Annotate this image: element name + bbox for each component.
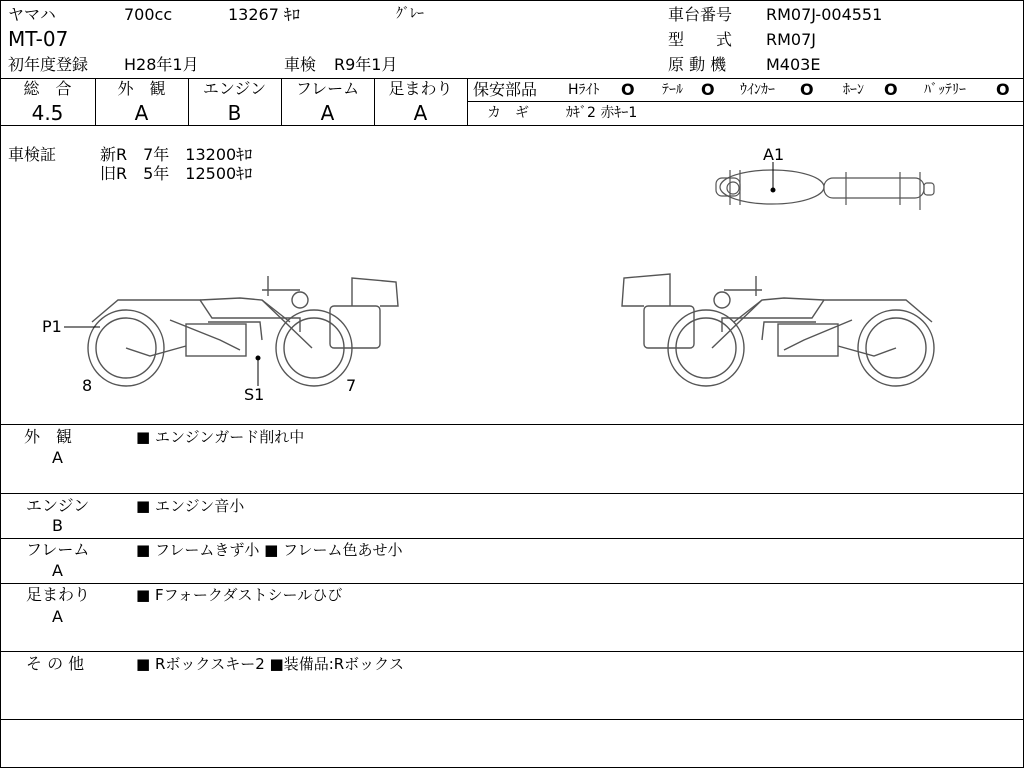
grade-engine-value: B — [227, 101, 242, 125]
frame-no-value: RM07J-004551 — [766, 5, 883, 24]
grade-exterior-value: A — [134, 101, 149, 125]
safety-mark-winker: O — [800, 80, 814, 99]
divider — [0, 424, 1024, 425]
type-label: 型 式 — [668, 30, 733, 49]
grade-engine-label: エンジン — [202, 79, 267, 98]
grade-overall-value: 4.5 — [31, 101, 64, 125]
divider — [0, 538, 1024, 539]
grade-suspension-label: 足まわり — [388, 79, 453, 98]
key-label: カ ギ — [487, 105, 529, 121]
section-grade: A — [52, 448, 63, 467]
bike-left-view — [88, 276, 398, 386]
marker-p1: P1 — [42, 317, 62, 336]
safety-item-headlight: Hﾗｲﾄ — [568, 82, 600, 98]
safety-mark-headlight: O — [621, 80, 635, 99]
section-notes: ■ Fフォークダストシールひび — [136, 586, 343, 604]
section-title: エンジン — [26, 496, 90, 515]
displacement: 700cc — [124, 5, 173, 24]
grade-overall-label: 総 合 — [23, 79, 72, 98]
section-notes: ■ フレームきず小 ■ フレーム色あせ小 — [136, 541, 403, 559]
reg-doc-new: 新R 7年 13200ｷﾛ — [100, 145, 253, 164]
divider — [0, 651, 1024, 652]
grade-frame-label: フレーム — [295, 79, 360, 98]
section-grade: A — [52, 561, 63, 580]
section-notes: ■ エンジン音小 — [136, 497, 245, 515]
section-title: そ の 他 — [26, 654, 85, 673]
body-color: ｸﾞﾚｰ — [396, 6, 424, 22]
first-reg-label: 初年度登録 — [8, 55, 89, 74]
section-title: フレーム — [26, 540, 90, 559]
section-notes: ■ エンジンガード削れ中 — [136, 428, 305, 446]
marker-a1: A1 — [763, 145, 785, 164]
inspection-label: 車検 — [284, 55, 317, 74]
model-name: MT-07 — [8, 27, 69, 51]
section-title: 外 観 — [24, 427, 73, 446]
safety-item-tail: ﾃｰﾙ — [662, 82, 683, 98]
marker-lines — [64, 162, 775, 386]
grade-suspension-value: A — [413, 101, 428, 125]
bike-top-view — [716, 170, 934, 210]
divider — [0, 583, 1024, 584]
engine-model-label: 原 動 機 — [668, 55, 727, 74]
marker-7: 7 — [346, 376, 357, 395]
mileage: 13267 ｷﾛ — [228, 5, 300, 24]
section-grade: B — [52, 516, 63, 535]
reg-doc-label: 車検証 — [8, 145, 57, 164]
divider — [0, 125, 1024, 126]
divider — [467, 101, 1024, 102]
safety-mark-tail: O — [701, 80, 715, 99]
safety-item-winker: ｳｲﾝｶｰ — [740, 82, 775, 98]
reg-doc-old: 旧R 5年 12500ｷﾛ — [100, 164, 253, 183]
marker-s1: S1 — [244, 385, 265, 404]
grade-exterior-label: 外 観 — [117, 79, 166, 98]
divider — [0, 719, 1024, 720]
key-value: ｶｷﾞ2 赤ｷｰ1 — [566, 105, 638, 121]
inspection-value: R9年1月 — [334, 55, 398, 74]
safety-mark-horn: O — [884, 80, 898, 99]
bike-right-view — [622, 274, 934, 386]
marker-8: 8 — [82, 376, 93, 395]
safety-item-battery: ﾊﾞｯﾃﾘｰ — [924, 82, 966, 98]
section-grade: A — [52, 607, 63, 626]
divider — [0, 493, 1024, 494]
section-title: 足まわり — [26, 585, 91, 604]
maker-name: ヤマハ — [8, 5, 56, 24]
type-value: RM07J — [766, 30, 816, 49]
frame-no-label: 車台番号 — [668, 5, 733, 24]
engine-model-value: M403E — [766, 55, 821, 74]
grade-frame-value: A — [320, 101, 335, 125]
safety-mark-battery: O — [996, 80, 1010, 99]
first-reg-value: H28年1月 — [124, 55, 199, 74]
safety-item-horn: ﾎｰﾝ — [843, 82, 864, 98]
safety-parts-label: 保安部品 — [473, 80, 538, 99]
section-notes: ■ Rボックスキー2 ■装備品:Rボックス — [136, 655, 405, 673]
